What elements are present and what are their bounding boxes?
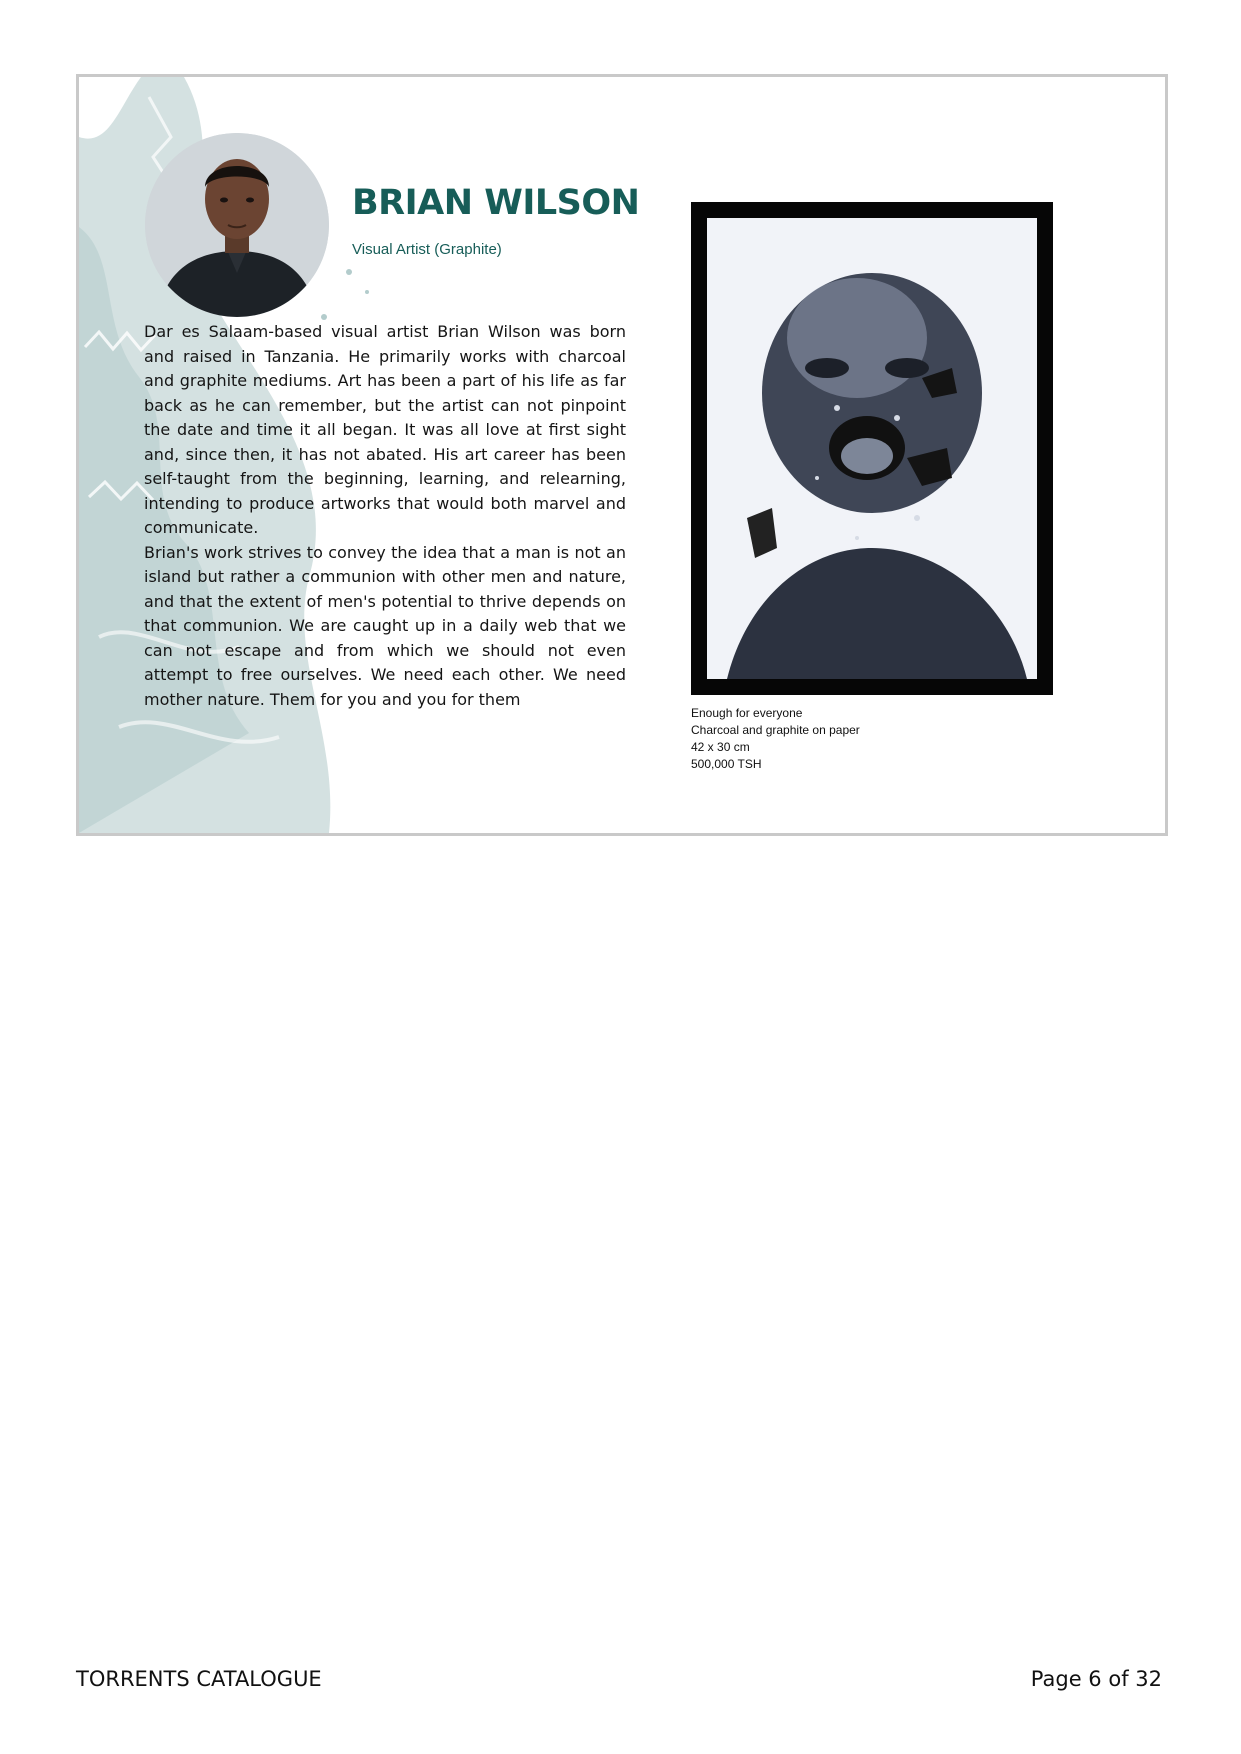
artwork-image bbox=[707, 218, 1037, 679]
bio-paragraph: Brian's work strives to convey the idea that a man is not an island but rather a communion with other men and nature, and that the extent of men's potential to thrive depends on that communion. We are caught up in a daily web that we can not escape and from which we should not even attempt to free ourselves. We need each other. We need mother nature. Them for you and you for them bbox=[144, 542, 626, 709]
artist-bio bbox=[144, 320, 626, 712]
artist-role: Visual Artist (Graphite) bbox=[352, 241, 502, 258]
catalogue-title: TORRENTS CATALOGUE bbox=[76, 1667, 322, 1691]
artist-name: BRIAN WILSON bbox=[352, 183, 640, 223]
artwork-frame bbox=[691, 202, 1053, 695]
artwork-medium: Charcoal and graphite on paper bbox=[691, 723, 860, 737]
artwork-caption bbox=[691, 705, 860, 773]
artwork-dimensions: 42 x 30 cm bbox=[691, 740, 750, 754]
artist-portrait bbox=[145, 133, 329, 317]
artwork-title: Enough for everyone bbox=[691, 706, 803, 720]
bio-paragraph: Dar es Salaam-based visual artist Brian Wilson was born and raised in Tanzania. He primarily works with charcoal and graphite mediums. Art has been a part of his life as far back as he can remember, but the artist can not pinpoint the date and time it all began. It was all love at first sight and, since then, it has not abated. His art career has been self-taught from the beginning, learning, and relearning, intending to produce artworks that would both marvel and communicate. bbox=[144, 322, 626, 537]
artist-card bbox=[76, 74, 1168, 836]
artwork-price: 500,000 TSH bbox=[691, 757, 762, 771]
page-number: Page 6 of 32 bbox=[1030, 1667, 1162, 1691]
